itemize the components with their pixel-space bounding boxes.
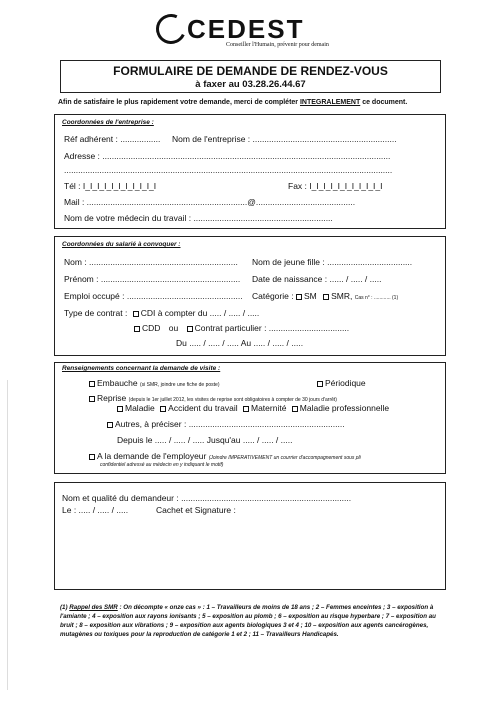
nom-jeune-fille-field[interactable]: Nom de jeune fille : .................................... bbox=[252, 257, 413, 267]
demande-employeur-checkbox[interactable] bbox=[89, 454, 95, 460]
type-contrat-row: Type de contrat : CDI à compter du ..... / ..... / ..... bbox=[64, 308, 260, 318]
cas-field[interactable]: Cas n° : ............ (1) bbox=[354, 295, 399, 301]
cdi-checkbox[interactable] bbox=[133, 311, 139, 317]
maladie-pro-checkbox[interactable] bbox=[292, 406, 298, 412]
embauche-checkbox[interactable] bbox=[89, 381, 95, 387]
scan-margin-line bbox=[7, 380, 8, 690]
fax-field[interactable]: Fax : I_I_I_I_I_I_I_I_I_I_I bbox=[288, 181, 383, 191]
adresse-field[interactable]: Adresse : .......................................................................................................................... bbox=[64, 151, 391, 161]
fax-subtitle: à faxer au 03.28.26.44.67 bbox=[195, 79, 306, 90]
autres-checkbox[interactable] bbox=[107, 422, 113, 428]
accident-checkbox[interactable] bbox=[160, 406, 166, 412]
sm-checkbox[interactable] bbox=[296, 294, 302, 300]
du-au-field[interactable]: Du ..... / ..... / ..... Au ..... / ..... / ..... bbox=[176, 338, 304, 348]
entreprise-heading: Coordonnées de l'entreprise : bbox=[62, 119, 154, 126]
reprise-checkbox[interactable] bbox=[89, 396, 95, 402]
medecin-field[interactable]: Nom de votre médecin du travail : ........................................................... bbox=[64, 213, 333, 223]
autres-option: Autres, à préciser : .................................................................. bbox=[107, 419, 345, 429]
tel-field[interactable]: Tél : I_I_I_I_I_I_I_I_I_I_I bbox=[64, 181, 157, 191]
contrat-particulier-checkbox[interactable] bbox=[187, 326, 193, 332]
logo-tagline: Conseiller l'Humain, prévenir pour demain bbox=[226, 42, 329, 48]
reprise-option: Reprise (depuis le 1er juillet 2012, les visites de reprise sont obligatoires à compter de 30 jours d'arrêt) bbox=[89, 393, 337, 403]
demande-note-line2: confidentiel adressé au médecin en y indiquant le motif) bbox=[100, 462, 224, 468]
categorie-row: Catégorie : SM SMR, Cas n° : ............ (1) bbox=[252, 291, 399, 301]
intro-emphasis: INTEGRALEMENT bbox=[299, 99, 361, 106]
ref-adherent-field[interactable]: Réf adhérent : ................. bbox=[64, 134, 161, 144]
nom-entreprise-field[interactable]: Nom de l'entreprise : ............................................................. bbox=[172, 134, 397, 144]
salarie-heading: Coordonnées du salarié à convoquer : bbox=[62, 241, 181, 248]
logo-name: CEDEST bbox=[187, 14, 305, 44]
entreprise-section bbox=[54, 114, 446, 229]
prenom-field[interactable]: Prénom : ........................................................... bbox=[64, 274, 241, 284]
emploi-field[interactable]: Emploi occupé : ................................................. bbox=[64, 291, 243, 301]
salarie-section bbox=[54, 236, 446, 356]
cdd-row: CDD ou Contrat particulier : .................................. bbox=[134, 323, 349, 333]
depuis-jusquau-field[interactable]: Depuis le ..... / ..... / ..... Jusqu'au ..... / ..... / ..... bbox=[117, 435, 293, 445]
demande-employeur-option: A la demande de l'employeur (Joindre IMPERATIVEMENT un courrier d'accompagnement sous pli bbox=[89, 451, 361, 461]
signature-section bbox=[54, 482, 446, 590]
cdd-checkbox[interactable] bbox=[134, 326, 140, 332]
maternite-checkbox[interactable] bbox=[243, 406, 249, 412]
visite-section bbox=[54, 362, 446, 474]
adresse-line2-field[interactable]: ........................................................................................................................................... bbox=[64, 165, 393, 175]
embauche-option: Embauche (si SMR, joindre une fiche de poste) bbox=[89, 378, 220, 388]
nom-qualite-demandeur-field[interactable]: Nom et qualité du demandeur : ........................................................................ bbox=[62, 493, 352, 503]
reprise-motifs: Maladie Accident du travail Maternité Maladie professionnelle bbox=[117, 403, 389, 413]
cachet-signature-label: Cachet et Signature : bbox=[156, 505, 236, 515]
periodique-option: Périodique bbox=[317, 378, 366, 388]
date-naissance-field[interactable]: Date de naissance : ...... / ..... / ..... bbox=[252, 274, 382, 284]
page-title: FORMULAIRE DE DEMANDE DE RENDEZ-VOUS bbox=[113, 64, 388, 78]
nom-field[interactable]: Nom : ............................................................... bbox=[64, 257, 238, 267]
visite-heading: Renseignements concernant la demande de visite : bbox=[62, 365, 221, 372]
logo-ring-icon bbox=[152, 10, 190, 48]
mail-field[interactable]: Mail : ....................................................................@.......................................... bbox=[64, 197, 356, 207]
smr-checkbox[interactable] bbox=[323, 294, 329, 300]
periodique-checkbox[interactable] bbox=[317, 381, 323, 387]
maladie-checkbox[interactable] bbox=[117, 406, 123, 412]
intro-text: Afin de satisfaire le plus rapidement votre demande, merci de compléter INTEGRALEMENT ce document. bbox=[58, 99, 408, 106]
smr-footnote: (1) Rappel des SMR : On décompte « onze cas » : 1 – Travailleurs de moins de 18 ans ; 2 – Femmes enceintes ; 3 – exposition à l'amiante ; 4 – exposition aux rayons ionisants ; 5 – exposition au plomb ; 6 – exposition au risque hyperbare ; 7 – exposition au bruit ; 8 – exposition aux vibrations ; 9 – exposition aux agents biologiques 3 et 4 ; 10 – exposition aux agents cancérogènes, mutagènes ou toxiques pour la reproduction de catégorie 1 et 2 ; 11 – Travailleurs Handicapés. bbox=[60, 604, 436, 638]
title-box bbox=[60, 60, 441, 93]
date-signature-field[interactable]: Le : ..... / ..... / ..... bbox=[62, 505, 129, 515]
